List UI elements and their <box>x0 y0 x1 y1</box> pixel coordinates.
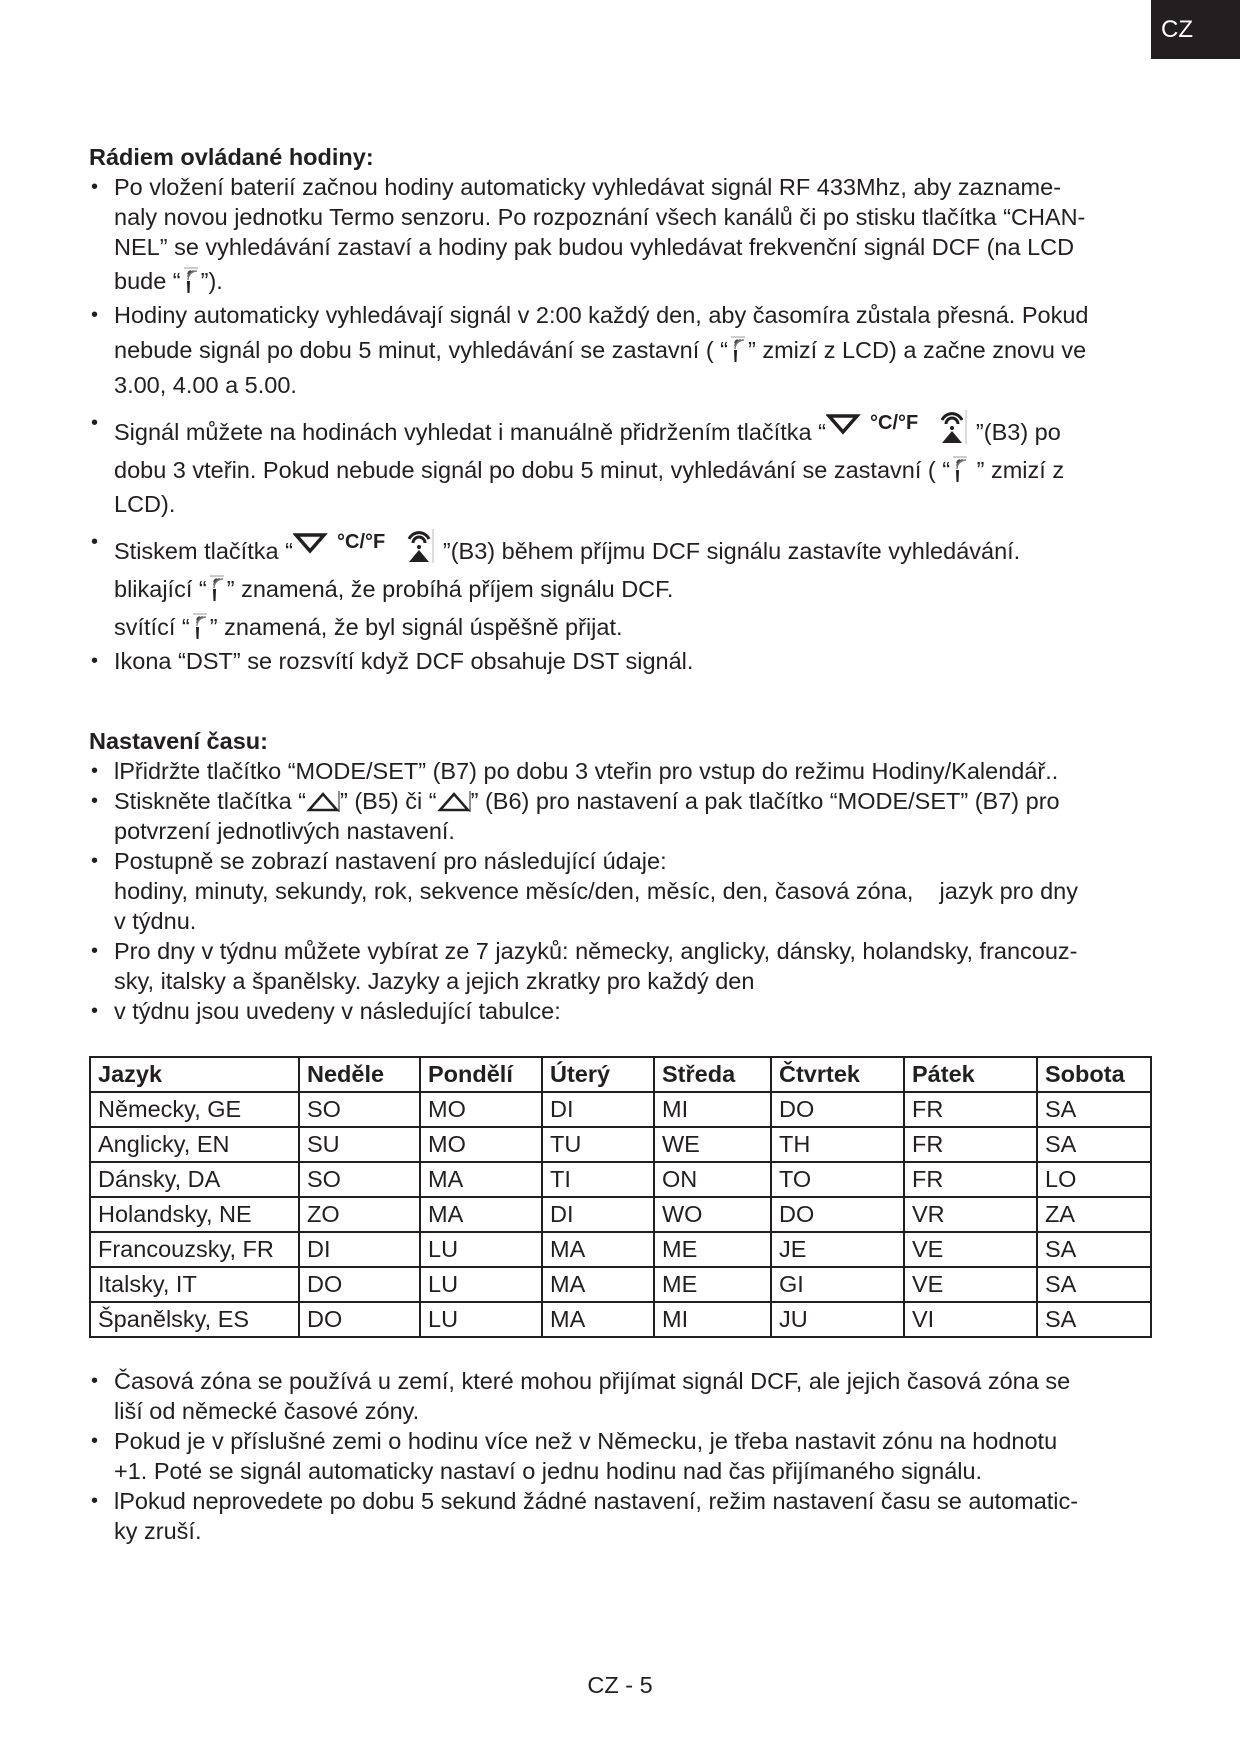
list-item <box>89 846 1154 936</box>
text-line: naly novou jednotku Termo senzoru. Po rozpoznání všech kanálů či po stisku tlačítka “CHAN- <box>114 204 1086 230</box>
text-fragment: nebude signál po dobu 5 minut, vyhledávání se zastavní ( “ <box>114 337 728 363</box>
table-row <box>90 1162 1151 1197</box>
day-abbreviation-cell: LU <box>420 1302 542 1337</box>
day-abbreviation-cell: MA <box>542 1267 654 1302</box>
list-item <box>89 1366 1154 1426</box>
text-line: sky, italsky a španělsky. Jazyky a jejich zkratky pro každý den <box>114 968 755 994</box>
column-header: Jazyk <box>90 1057 299 1092</box>
day-abbreviation-cell: SO <box>299 1162 420 1197</box>
day-abbreviation-cell: DO <box>299 1302 420 1337</box>
language-cell: Španělsky, ES <box>90 1302 299 1337</box>
antenna-signal-icon <box>207 575 227 603</box>
day-abbreviation-cell: DO <box>771 1197 904 1232</box>
text-fragment: ” znamená, že byl signál úspěšně přijat. <box>209 614 623 640</box>
day-abbreviation-cell: ZA <box>1037 1197 1151 1232</box>
text-line: liší od německé časové zóny. <box>114 1398 420 1424</box>
text-fragment: Stiskněte tlačítka “ <box>114 788 306 814</box>
list-item <box>89 408 1154 519</box>
list-item <box>89 527 1154 646</box>
text-line: • Po vložení baterií začnou hodiny automaticky vyhledávat signál RF 433Mhz, aby zazname- <box>114 174 1062 200</box>
day-abbreviation-cell: VR <box>904 1197 1037 1232</box>
day-abbreviation-cell: WO <box>654 1197 771 1232</box>
list-item <box>89 936 1154 996</box>
day-abbreviation-cell: GI <box>771 1267 904 1302</box>
day-abbreviation-cell: MA <box>542 1232 654 1267</box>
text-line <box>114 451 1154 489</box>
section-radio-clock <box>89 142 1154 676</box>
text-line: • Hodiny automaticky vyhledávají signál v 2:00 každý den, aby časomíra zůstala přesná. Pokud <box>114 302 1089 328</box>
day-abbreviation-cell: VI <box>904 1302 1037 1337</box>
day-abbreviation-cell: TU <box>542 1127 654 1162</box>
b3-button-down-unit-signal-icon <box>293 527 443 565</box>
day-abbreviation-cell: MA <box>420 1197 542 1232</box>
day-abbreviation-cell: DO <box>771 1092 904 1127</box>
antenna-signal-icon <box>950 456 970 484</box>
text-line: • Časová zóna se používá u zemí, které mohou přijímat signál DCF, ale jejich časová zóna se <box>114 1368 1071 1394</box>
language-cell: Francouzsky, FR <box>90 1232 299 1267</box>
column-header: Neděle <box>299 1057 420 1092</box>
up-arrow-button-icon <box>437 789 471 813</box>
day-abbreviation-cell: MA <box>542 1302 654 1337</box>
day-abbreviation-cell: WE <box>654 1127 771 1162</box>
language-cell: Dánsky, DA <box>90 1162 299 1197</box>
text-line: potvrzení jednotlivých nastavení. <box>114 818 455 844</box>
list-item <box>89 646 1154 676</box>
section-title-radio-clock: Rádiem ovládané hodiny: <box>89 144 374 170</box>
column-header: Pátek <box>904 1057 1037 1092</box>
text-line: LCD). <box>114 491 176 517</box>
text-line: • Ikona “DST” se rozsvítí když DCF obsahuje DST signál. <box>114 648 694 674</box>
day-abbreviation-cell: LU <box>420 1232 542 1267</box>
day-abbreviation-cell: VE <box>904 1232 1037 1267</box>
day-abbreviation-cell: FR <box>904 1127 1037 1162</box>
table-header-row <box>90 1057 1151 1092</box>
text-line: • v týdnu jsou uvedeny v následující tabulce: <box>114 998 561 1024</box>
day-abbreviation-cell: ME <box>654 1232 771 1267</box>
list-item <box>89 1486 1154 1546</box>
text-line: ky zruší. <box>114 1518 202 1544</box>
list-item <box>89 300 1154 400</box>
list-item <box>89 172 1154 300</box>
column-header: Pondělí <box>420 1057 542 1092</box>
day-abbreviation-cell: SA <box>1037 1232 1151 1267</box>
language-cell: Holandsky, NE <box>90 1197 299 1232</box>
text-fragment: ” (B5) či “ <box>340 788 437 814</box>
up-arrow-button-icon <box>306 789 340 813</box>
day-abbreviation-cell: FR <box>904 1162 1037 1197</box>
text-fragment: ”(B3) po <box>975 419 1061 445</box>
day-abbreviation-cell: DI <box>542 1197 654 1232</box>
column-header: Sobota <box>1037 1057 1151 1092</box>
time-settings-bullets <box>89 756 1154 1026</box>
radio-clock-bullets <box>89 172 1154 676</box>
text-line: +1. Poté se signál automaticky nastaví o jednu hodinu nad čas přijímaného signálu. <box>114 1458 983 1484</box>
day-abbreviation-cell: SA <box>1037 1302 1151 1337</box>
list-item <box>89 756 1154 786</box>
day-abbreviation-cell: DO <box>299 1267 420 1302</box>
day-abbreviation-cell: ZO <box>299 1197 420 1232</box>
text-line <box>114 570 1154 608</box>
text-fragment: ” (B6) pro nastavení a pak tlačítko “MODE/SET” (B7) pro <box>470 788 1060 814</box>
column-header: Úterý <box>542 1057 654 1092</box>
table-row <box>90 1302 1151 1337</box>
text-line <box>114 786 1154 816</box>
antenna-signal-icon <box>190 613 210 641</box>
text-fragment: ”). <box>200 268 223 294</box>
day-abbreviation-cell: MO <box>420 1127 542 1162</box>
day-abbreviation-cell: TH <box>771 1127 904 1162</box>
table-body <box>90 1092 1151 1337</box>
text-line <box>114 330 1154 370</box>
text-line: hodiny, minuty, sekundy, rok, sekvence měsíc/den, měsíc, den, časová zóna, jazyk pro dny <box>114 878 1078 904</box>
antenna-signal-icon <box>728 336 748 364</box>
text-fragment: svítící “ <box>114 614 190 640</box>
day-abbreviation-cell: JE <box>771 1232 904 1267</box>
section-time-settings <box>89 726 1154 1026</box>
text-line: • Pro dny v týdnu můžete vybírat ze 7 jazyků: německy, anglicky, dánsky, holandsky, francouz- <box>114 938 1078 964</box>
list-item <box>89 996 1154 1026</box>
language-cell: Anglicky, EN <box>90 1127 299 1162</box>
text-line: v týdnu. <box>114 908 197 934</box>
text-line <box>114 608 1154 646</box>
text-line: • Postupně se zobrazí nastavení pro následující údaje: <box>114 848 667 874</box>
text-fragment: ” zmizí z LCD) a začne znovu ve <box>748 337 1087 363</box>
text-fragment: ”(B3) během příjmu DCF signálu zastavíte vyhledávání. <box>442 538 1021 564</box>
language-cell: Italsky, IT <box>90 1267 299 1302</box>
day-abbreviation-cell: SU <box>299 1127 420 1162</box>
text-fragment: blikající “ <box>114 576 207 602</box>
day-abbreviation-cell: VE <box>904 1267 1037 1302</box>
day-abbreviation-cell: LO <box>1037 1162 1151 1197</box>
text-line <box>114 527 1154 570</box>
text-fragment: ” zmizí z <box>970 457 1065 483</box>
table-row <box>90 1127 1151 1162</box>
list-item <box>89 786 1154 846</box>
text-line: NEL” se vyhledávání zastaví a hodiny pak budou vyhledávat frekvenční signál DCF (na LCD <box>114 234 1075 260</box>
language-tab: CZ <box>1151 0 1240 59</box>
day-abbreviation-cell: ME <box>654 1267 771 1302</box>
day-abbreviation-cell: MO <box>420 1092 542 1127</box>
text-fragment: bude “ <box>114 268 181 294</box>
day-abbreviation-cell: MA <box>420 1162 542 1197</box>
text-fragment: ” znamená, že probíhá příjem signálu DCF. <box>226 576 674 602</box>
day-abbreviation-cell: SA <box>1037 1267 1151 1302</box>
time-zone-bullets <box>89 1366 1154 1546</box>
b3-button-down-unit-signal-icon <box>826 408 976 446</box>
text-line: • Pokud je v příslušné zemi o hodinu více než v Německu, je třeba nastavit zónu na hodnotu <box>114 1428 1058 1454</box>
column-header: Čtvrtek <box>771 1057 904 1092</box>
list-item <box>89 1426 1154 1486</box>
text-fragment: Signál můžete na hodinách vyhledat i manuálně přidržením tlačítka “ <box>114 419 826 445</box>
day-abbreviation-cell: TO <box>771 1162 904 1197</box>
antenna-signal-icon <box>181 267 201 295</box>
day-abbreviation-cell: DI <box>542 1092 654 1127</box>
day-abbreviation-cell: LU <box>420 1267 542 1302</box>
text-line: • lPokud neprovedete po dobu 5 sekund žádné nastavení, režim nastavení času se automatic- <box>114 1488 1079 1514</box>
day-abbreviation-cell: MI <box>654 1092 771 1127</box>
text-fragment: dobu 3 vteřin. Pokud nebude signál po dobu 5 minut, vyhledávání se zastavní ( “ <box>114 457 951 483</box>
day-abbreviation-cell: JU <box>771 1302 904 1337</box>
section-time-zone <box>89 1366 1154 1546</box>
text-fragment: Stiskem tlačítka “ <box>114 538 293 564</box>
table-row <box>90 1267 1151 1302</box>
day-abbreviation-cell: SA <box>1037 1092 1151 1127</box>
day-abbreviation-cell: SA <box>1037 1127 1151 1162</box>
table-row <box>90 1197 1151 1232</box>
day-abbreviation-cell: MI <box>654 1302 771 1337</box>
table-row <box>90 1092 1151 1127</box>
day-abbreviation-cell: TI <box>542 1162 654 1197</box>
weekday-language-table <box>89 1056 1152 1338</box>
page-number: CZ - 5 <box>587 1672 653 1698</box>
text-line: • lPřidržte tlačítko “MODE/SET” (B7) po dobu 3 vteřin pro vstup do režimu Hodiny/Kalendář.. <box>114 758 1059 784</box>
day-abbreviation-cell: SO <box>299 1092 420 1127</box>
language-cell: Německy, GE <box>90 1092 299 1127</box>
section-title-time-settings: Nastavení času: <box>89 728 268 754</box>
table-row <box>90 1232 1151 1267</box>
day-abbreviation-cell: DI <box>299 1232 420 1267</box>
day-abbreviation-cell: FR <box>904 1092 1037 1127</box>
text-line <box>114 408 1154 451</box>
text-line <box>114 262 1154 300</box>
text-line: 3.00, 4.00 a 5.00. <box>114 372 297 398</box>
day-abbreviation-cell: ON <box>654 1162 771 1197</box>
column-header: Středa <box>654 1057 771 1092</box>
